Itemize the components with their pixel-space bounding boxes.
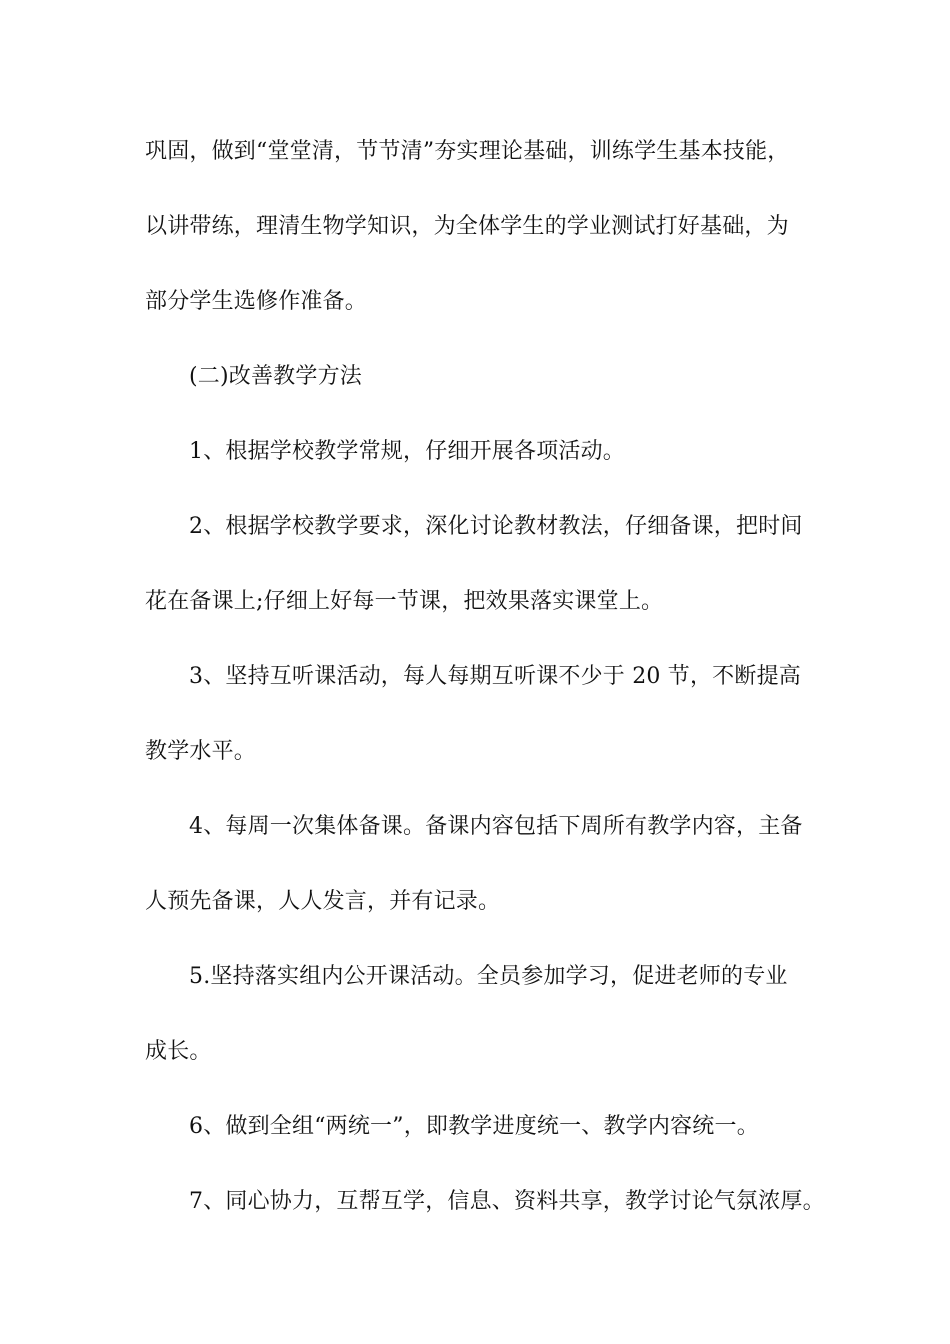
paragraph-line: 部分学生选修作准备。: [145, 289, 368, 314]
paragraph-line: 以讲带练，理清生物学知识，为全体学生的学业测试打好基础，为: [145, 214, 789, 239]
list-item-continuation: 花在备课上;仔细上好每一节课，把效果落实课堂上。: [145, 589, 664, 614]
list-item: 1、根据学校教学常规，仔细开展各项活动。: [189, 439, 625, 464]
paragraph-line: 巩固，做到“堂堂清，节节清”夯实理论基础，训练学生基本技能，: [145, 139, 790, 164]
list-item: 7、同心协力，互帮互学，信息、资料共享，教学讨论气氛浓厚。: [189, 1189, 825, 1214]
list-item: 2、根据学校教学要求，深化讨论教材教法，仔细备课，把时间: [189, 514, 803, 539]
list-item-continuation: 人预先备课，人人发言，并有记录。: [145, 889, 501, 914]
section-heading: (二)改善教学方法: [189, 364, 362, 389]
list-item: 5.坚持落实组内公开课活动。全员参加学习，促进老师的专业: [189, 964, 788, 989]
list-item: 3、坚持互听课活动，每人每期互听课不少于 20 节，不断提高: [189, 664, 801, 689]
list-item: 6、做到全组“两统一”，即教学进度统一、教学内容统一。: [189, 1114, 759, 1139]
list-item-continuation: 成长。: [145, 1039, 212, 1064]
list-item-continuation: 教学水平。: [145, 739, 257, 764]
list-item: 4、每周一次集体备课。备课内容包括下周所有教学内容，主备: [189, 814, 803, 839]
